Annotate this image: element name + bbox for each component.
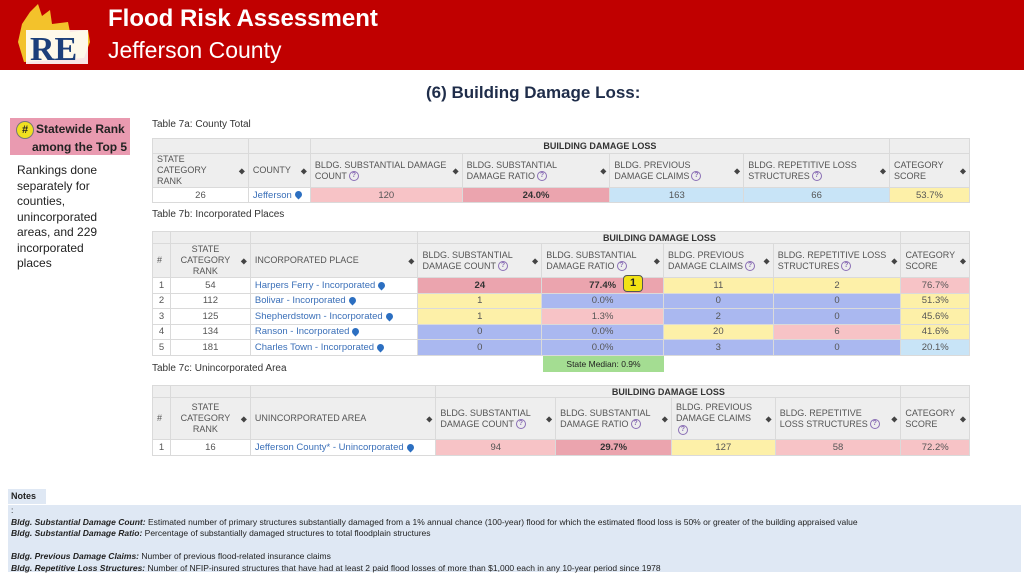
- logo-text: RE: [30, 31, 78, 68]
- help-icon: ?: [812, 171, 822, 181]
- col-damage-count[interactable]: BLDG. SUBSTANTIAL DAMAGE COUNT ? ◆: [418, 244, 542, 278]
- re-logo: [8, 2, 96, 68]
- notes-title: Notes: [8, 489, 46, 504]
- building-damage-loss-group-header: BUILDING DAMAGE LOSS: [310, 139, 889, 154]
- place-link[interactable]: Shepherdstown - Incorporated: [250, 309, 418, 325]
- col-num[interactable]: #: [153, 244, 171, 278]
- state-median-label: State Median: 0.9%: [543, 356, 664, 372]
- sort-icon: ◆: [426, 414, 433, 423]
- help-icon: ?: [841, 261, 851, 271]
- col-state-category-rank[interactable]: STATE CATEGORY RANK ◆: [170, 244, 250, 278]
- rankings-note: Rankings done separately for counties, unincorporated areas, and 229 incorporated places: [17, 163, 98, 270]
- map-pin-icon: [376, 342, 386, 352]
- help-icon: ?: [617, 261, 627, 271]
- rank-legend-line1: Statewide Rank: [36, 122, 125, 136]
- rank-hash-icon: #: [16, 121, 34, 139]
- cell-rank: 26: [153, 188, 249, 203]
- sort-icon: ◆: [300, 166, 307, 175]
- place-link[interactable]: Bolivar - Incorporated: [250, 293, 418, 309]
- col-previous-claims[interactable]: BLDG. PREVIOUS DAMAGE CLAIMS ? ◆: [663, 244, 773, 278]
- help-icon: ?: [745, 261, 755, 271]
- notes-colon: :: [11, 505, 14, 515]
- col-state-category-rank[interactable]: STATE CATEGORY RANK ◆: [153, 154, 249, 188]
- sort-icon: ◆: [891, 256, 898, 265]
- help-icon: ?: [349, 171, 359, 181]
- sort-icon: ◆: [600, 166, 607, 175]
- sort-icon: ◆: [765, 414, 772, 423]
- cell-ratio: 24.0%: [462, 188, 610, 203]
- col-repetitive-loss[interactable]: BLDG. REPETITIVE LOSS STRUCTURES ? ◆: [773, 244, 901, 278]
- building-damage-loss-group-header: BUILDING DAMAGE LOSS: [436, 386, 901, 398]
- unincorporated-area-table: [152, 385, 970, 456]
- sort-icon: ◆: [959, 166, 966, 175]
- header-spacer: [248, 139, 310, 154]
- note-item: Bldg. Previous Damage Claims: Number of previous flood-related insurance claims: [11, 551, 331, 561]
- table-7b-caption: Table 7b: Incorporated Places: [152, 209, 285, 220]
- page-title: Flood Risk Assessment: [108, 5, 378, 32]
- sort-icon: ◆: [879, 166, 886, 175]
- header-spacer: [889, 139, 969, 154]
- place-link[interactable]: Charles Town - Incorporated: [250, 340, 418, 356]
- table-7a-caption: Table 7a: County Total: [152, 119, 251, 130]
- sort-icon: ◆: [240, 414, 247, 423]
- table-row: 3 125 Shepherdstown - Incorporated 1 1.3% 2 0 45.6%: [153, 309, 970, 325]
- sort-icon: ◆: [653, 256, 660, 265]
- rank-legend-line2: among the Top 5: [32, 140, 128, 154]
- cell-score: 53.7%: [889, 188, 969, 203]
- col-repetitive-loss[interactable]: BLDG. REPETITIVE LOSS STRUCTURES ? ◆: [744, 154, 890, 188]
- col-damage-ratio[interactable]: BLDG. SUBSTANTIAL DAMAGE RATIO ? ◆: [542, 244, 664, 278]
- incorporated-places-table: [152, 231, 970, 356]
- map-pin-icon: [384, 311, 394, 321]
- table-row: 1 16 Jefferson County* - Unincorporated 94 29.7% 127 58 72.2%: [153, 440, 970, 456]
- table-7c-caption: Table 7c: Unincorporated Area: [152, 363, 287, 374]
- section-title: (6) Building Damage Loss:: [426, 83, 641, 102]
- table-row: 4 134 Ranson - Incorporated 0 0.0% 20 6 41.6%: [153, 324, 970, 340]
- notes-panel: [8, 505, 1021, 572]
- sort-icon: ◆: [891, 414, 898, 423]
- unincorporated-link[interactable]: Jefferson County* - Unincorporated: [250, 440, 436, 456]
- map-pin-icon: [377, 280, 387, 290]
- rank-marker-badge: 1: [623, 275, 643, 292]
- page-subtitle: Jefferson County: [108, 37, 282, 63]
- help-icon: ?: [691, 171, 701, 181]
- cell-count: 120: [310, 188, 462, 203]
- col-incorporated-place[interactable]: INCORPORATED PLACE ◆: [250, 244, 418, 278]
- help-icon: ?: [537, 171, 547, 181]
- col-previous-claims[interactable]: BLDG. PREVIOUS DAMAGE CLAIMS ? ◆: [610, 154, 744, 188]
- table-row: [153, 188, 970, 203]
- help-icon: ?: [678, 425, 688, 435]
- sort-icon: ◆: [959, 256, 966, 265]
- header-spacer: [153, 139, 249, 154]
- county-total-table: [152, 138, 970, 203]
- col-damage-count[interactable]: BLDG. SUBSTANTIAL DAMAGE COUNT ? ◆: [310, 154, 462, 188]
- place-link[interactable]: Ranson - Incorporated: [250, 324, 418, 340]
- col-category-score[interactable]: CATEGORY SCORE ◆: [901, 398, 970, 440]
- sort-icon: ◆: [238, 166, 245, 175]
- table-row: 1 54 Harpers Ferry - Incorporated 24 77.4% 11 2 76.7%: [153, 278, 970, 294]
- map-pin-icon: [293, 190, 303, 200]
- sort-icon: ◆: [408, 256, 415, 265]
- col-category-score[interactable]: CATEGORY SCORE ◆: [889, 154, 969, 188]
- col-damage-ratio[interactable]: BLDG. SUBSTANTIAL DAMAGE RATIO ? ◆: [462, 154, 610, 188]
- note-item: Bldg. Substantial Damage Count: Estimated number of primary structures substantially damaged from a 1% annual chance (100-year) flood for which the estimated flood loss is 50% or greater of the building appraised value: [11, 516, 858, 527]
- help-icon: ?: [631, 419, 641, 429]
- help-icon: ?: [516, 419, 526, 429]
- map-pin-icon: [351, 327, 361, 337]
- col-damage-ratio[interactable]: BLDG. SUBSTANTIAL DAMAGE RATIO ? ◆: [556, 398, 672, 440]
- col-unincorporated-area[interactable]: UNINCORPORATED AREA ◆: [250, 398, 436, 440]
- table-row: 5 181 Charles Town - Incorporated 0 0.0% 3 0 20.1%: [153, 340, 970, 356]
- sort-icon: ◆: [661, 414, 668, 423]
- header-bar: [0, 0, 1024, 70]
- cell-claims: 163: [610, 188, 744, 203]
- col-county[interactable]: COUNTY ◆: [248, 154, 310, 188]
- table-row: 2 112 Bolivar - Incorporated 1 0.0% 0 0 51.3%: [153, 293, 970, 309]
- statewide-rank-legend: [10, 118, 130, 155]
- col-num[interactable]: #: [153, 398, 171, 440]
- col-repetitive-loss[interactable]: BLDG. REPETITIVE LOSS STRUCTURES ? ◆: [775, 398, 901, 440]
- building-damage-loss-group-header: BUILDING DAMAGE LOSS: [418, 232, 901, 244]
- col-category-score[interactable]: CATEGORY SCORE ◆: [901, 244, 970, 278]
- map-pin-icon: [405, 443, 415, 453]
- county-link[interactable]: Jefferson: [248, 188, 310, 203]
- sort-icon: ◆: [452, 166, 459, 175]
- place-link[interactable]: Harpers Ferry - Incorporated: [250, 278, 418, 294]
- col-state-category-rank[interactable]: STATE CATEGORY RANK ◆: [170, 398, 250, 440]
- note-item: Bldg. Repetitive Loss Structures: Number of NFIP-insured structures that have had at least 2 paid flood losses of more than $1,000 each in any 10-year period since 1978: [11, 562, 661, 573]
- col-previous-claims[interactable]: BLDG. PREVIOUS DAMAGE CLAIMS? ◆: [671, 398, 775, 440]
- note-item: Bldg. Substantial Damage Ratio: Percentage of substantially damaged structures to total floodplain structures: [11, 528, 431, 538]
- sort-icon: ◆: [763, 256, 770, 265]
- col-damage-count[interactable]: BLDG. SUBSTANTIAL DAMAGE COUNT ? ◆: [436, 398, 556, 440]
- sort-icon: ◆: [532, 256, 539, 265]
- cell-rep: 66: [744, 188, 890, 203]
- map-pin-icon: [347, 296, 357, 306]
- help-icon: ?: [870, 419, 880, 429]
- sort-icon: ◆: [959, 414, 966, 423]
- sort-icon: ◆: [240, 256, 247, 265]
- help-icon: ?: [498, 261, 508, 271]
- sort-icon: ◆: [734, 166, 741, 175]
- sort-icon: ◆: [546, 414, 553, 423]
